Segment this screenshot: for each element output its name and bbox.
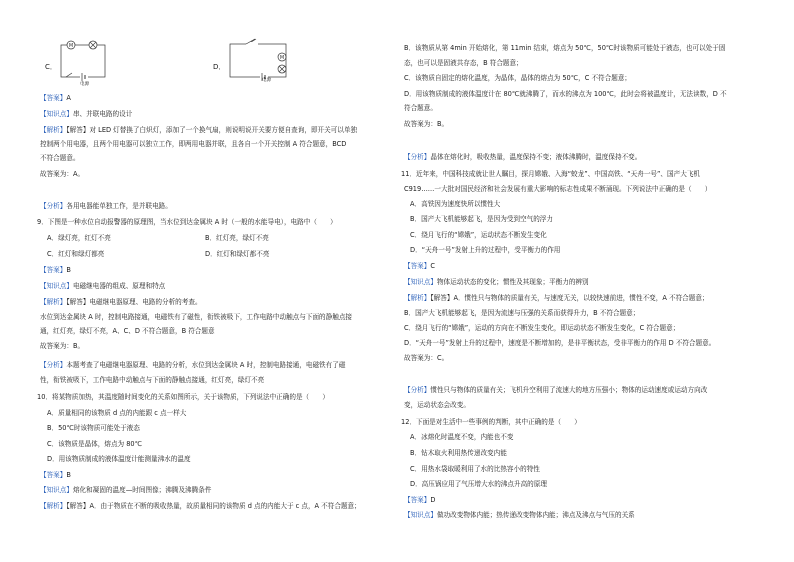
q10-knowledge-point: 【知识点】熔化和凝固的温度—时间图像；沸腾及沸腾条件 [40, 486, 212, 494]
q11-option-a: A．高铁因为速度快所以惯性大 [410, 200, 501, 208]
q11-stem-line: 11．近年来，中国科技成就让世人瞩目，探月嫦娥、入海“蛟龙”、中国高铁、“天舟一号”、国产大飞机 [401, 170, 700, 178]
q11-option-c: C．绕月飞行的“嫦娥”，运动状态不断发生变化 [410, 231, 547, 239]
q9-analysis-line: 【解析】【解答】电磁继电器原理、电路的分析的考查。 [40, 298, 202, 306]
option-c-label: C． [45, 63, 57, 71]
q9-analysis-line: 通，红灯亮，绿灯不亮，A、C、D 不符合题意，B 符合题意 [40, 327, 215, 335]
q8-answer: 【答案】A [40, 94, 71, 102]
q9-summary-line: 【分析】本题考查了电磁继电器原理、电路的分析，水位到达金属块 A 时，控制电路接通，电磁铁有了磁 [40, 361, 346, 369]
q10-analysis-line: B．该物质从第 4min 开始熔化，第 11min 结束，熔点为 50℃，50℃时该物质可能处于液态，也可以处于固 [404, 44, 726, 52]
q10-analysis-line: D．用该物质制成的液体温度计在 80℃就沸腾了，而水的沸点为 100℃，此时会将被温度计，无法读数，D 不 [404, 90, 727, 98]
q10-summary: 【分析】晶体在熔化时，吸收热量，温度保持不变；液体沸腾时，温度保持不变。 [404, 153, 642, 161]
q8-analysis-line: 控制两个用电器，且两个用电器可以独立工作，即两用电器并联，且各自一个开关控制 A 符合题意，BCD [40, 140, 347, 148]
q8-analysis-line: 【解析】【解答】对 LED 灯替换了白炽灯，添加了一个换气扇，则说明说开关要方便自查询，即开关可以单独 [40, 126, 358, 134]
power-label-c: 电源 [80, 82, 90, 87]
switch-icon [66, 73, 72, 77]
q9-summary-line: 性，衔铁被吸下，工作电路中动触点与下面的静触点接通，红灯亮，绿灯不亮 [40, 376, 265, 384]
q10-analysis-line: 【解析】【解答】A．由于物质在不断的吸收热量，故质量相同的该物质 d 点的内能大于 c 点，A 不符合题意； [40, 502, 361, 510]
q11-knowledge-point: 【知识点】物体运动状态的变化；惯性及其现象；平衡力的辨别 [404, 278, 589, 286]
q10-answer: 【答案】B [40, 471, 71, 479]
q9-answer: 【答案】B [40, 266, 71, 274]
q10-option-a: A．质量相同的该物质 d 点的内能跟 c 点一样大 [47, 409, 187, 417]
q12-knowledge-point: 【知识点】做功改变物体内能；热传递改变物体内能；沸点及沸点与气压的关系 [404, 511, 635, 519]
q12-option-d: D．高压锅应用了气压增大水的沸点升高的原理 [410, 480, 547, 488]
q8-summary: 【分析】各用电器能单独工作，是并联电路。 [40, 202, 172, 210]
q12-option-a: A．冰熔化时温度不变，内能也不变 [410, 433, 514, 441]
q11-analysis-line: D．“天舟一号”发射上升的过程中，速度是不断增加的，是非平衡状态，受非平衡力的作用 D 不符合题意。 [404, 339, 716, 347]
q11-conclusion: 故答案为：C。 [404, 354, 449, 362]
option-d-label: D． [213, 63, 226, 71]
q10-stem: 10．将某物质加热，其温度随时间变化的关系如图所示，关于该物质，下列说法中正确的是（ ） [37, 393, 329, 401]
q11-summary-line: 【分析】惯性只与物体的质量有关；飞机升空利用了流速大的地方压强小；物体的运动速度或运动方向改 [404, 386, 708, 394]
circuit-diagram-c [58, 36, 108, 84]
q8-knowledge-point: 【知识点】串、并联电路的设计 [40, 110, 133, 118]
q10-analysis-line: 符合题意。 [404, 104, 437, 112]
q9-option-c: C．红灯和绿灯都亮 [47, 250, 105, 258]
svg-text:M: M [68, 43, 74, 49]
q9-option-a: A．绿灯亮，红灯不亮 [47, 234, 111, 242]
q10-option-d: D．用该物质制成的液体温度计能测量沸水的温度 [47, 455, 191, 463]
q10-analysis-line: C．该物质自固定的熔化温度，为晶体，晶体的熔点为 50℃，C 不符合题意； [404, 74, 632, 82]
q10-analysis-line: 态，也可以是固液共存态，B 符合题意； [404, 59, 523, 67]
q11-option-d: D．“天舟一号”发射上升的过程中，受平衡力的作用 [410, 246, 561, 254]
q10-conclusion: 故答案为：B。 [404, 120, 449, 128]
q9-knowledge-point: 【知识点】电磁继电器的组成、原理和特点 [40, 282, 166, 290]
q11-analysis-line: B．国产大飞机能够起飞，是因为流速与压强的关系而获得升力，B 不符合题意； [404, 309, 640, 317]
q9-analysis-line: 水位到达金属块 A 时，控制电路接通，电磁铁有了磁性，衔铁被吸下，工作电路中动触点与下面的静触点接 [40, 313, 353, 321]
q8-analysis-line: 不符合题意。 [40, 154, 80, 162]
svg-text:M: M [279, 55, 285, 61]
q11-analysis-line: 【解析】【解答】A．惯性只与物体的质量有关，与速度无关，以较快速前进，惯性不变，A 不符合题意； [404, 294, 709, 302]
q10-option-c: C．该物质是晶体，熔点为 80℃ [47, 440, 143, 448]
q11-option-b: B．国产大飞机能够起飞，是因为受到空气的浮力 [410, 215, 553, 223]
power-label-d: 电源 [262, 78, 272, 83]
q11-analysis-line: C．绕月飞行的“嫦娥”，运动的方向在不断发生变化，即运动状态不断发生变化，C 符合题意； [404, 324, 680, 332]
q9-option-b: B．红灯亮，绿灯不亮 [205, 234, 269, 242]
q11-stem-line: C919……一大批对国民经济和社会发展有重大影响的标志性成果不断涌现。下列说法中正确的是（ ） [404, 185, 712, 193]
circuit-diagram-d [226, 36, 292, 84]
q9-conclusion: 故答案为：B。 [40, 342, 85, 350]
q12-option-b: B．钻木取火利用热传递改变内能 [410, 449, 507, 457]
q12-option-c: C．用热水袋取暖利用了水的比热容小的特性 [410, 465, 540, 473]
q12-answer: 【答案】D [404, 496, 436, 504]
q8-conclusion: 故答案为：A。 [40, 170, 85, 178]
q11-summary-line: 变，运动状态会改变。 [404, 401, 470, 409]
q12-stem: 12．下面是对生活中一些事例的判断，其中正确的是（ ） [401, 418, 581, 426]
q11-answer: 【答案】C [404, 262, 435, 270]
q9-option-d: D．红灯和绿灯都不亮 [205, 250, 270, 258]
q9-stem: 9．下图是一种水位自动报警器的原理图，当水位到达金属块 A 时（一般的水能导电），电路中（ ） [37, 218, 337, 226]
q10-option-b: B．50℃时该物质可能处于液态 [47, 424, 140, 432]
